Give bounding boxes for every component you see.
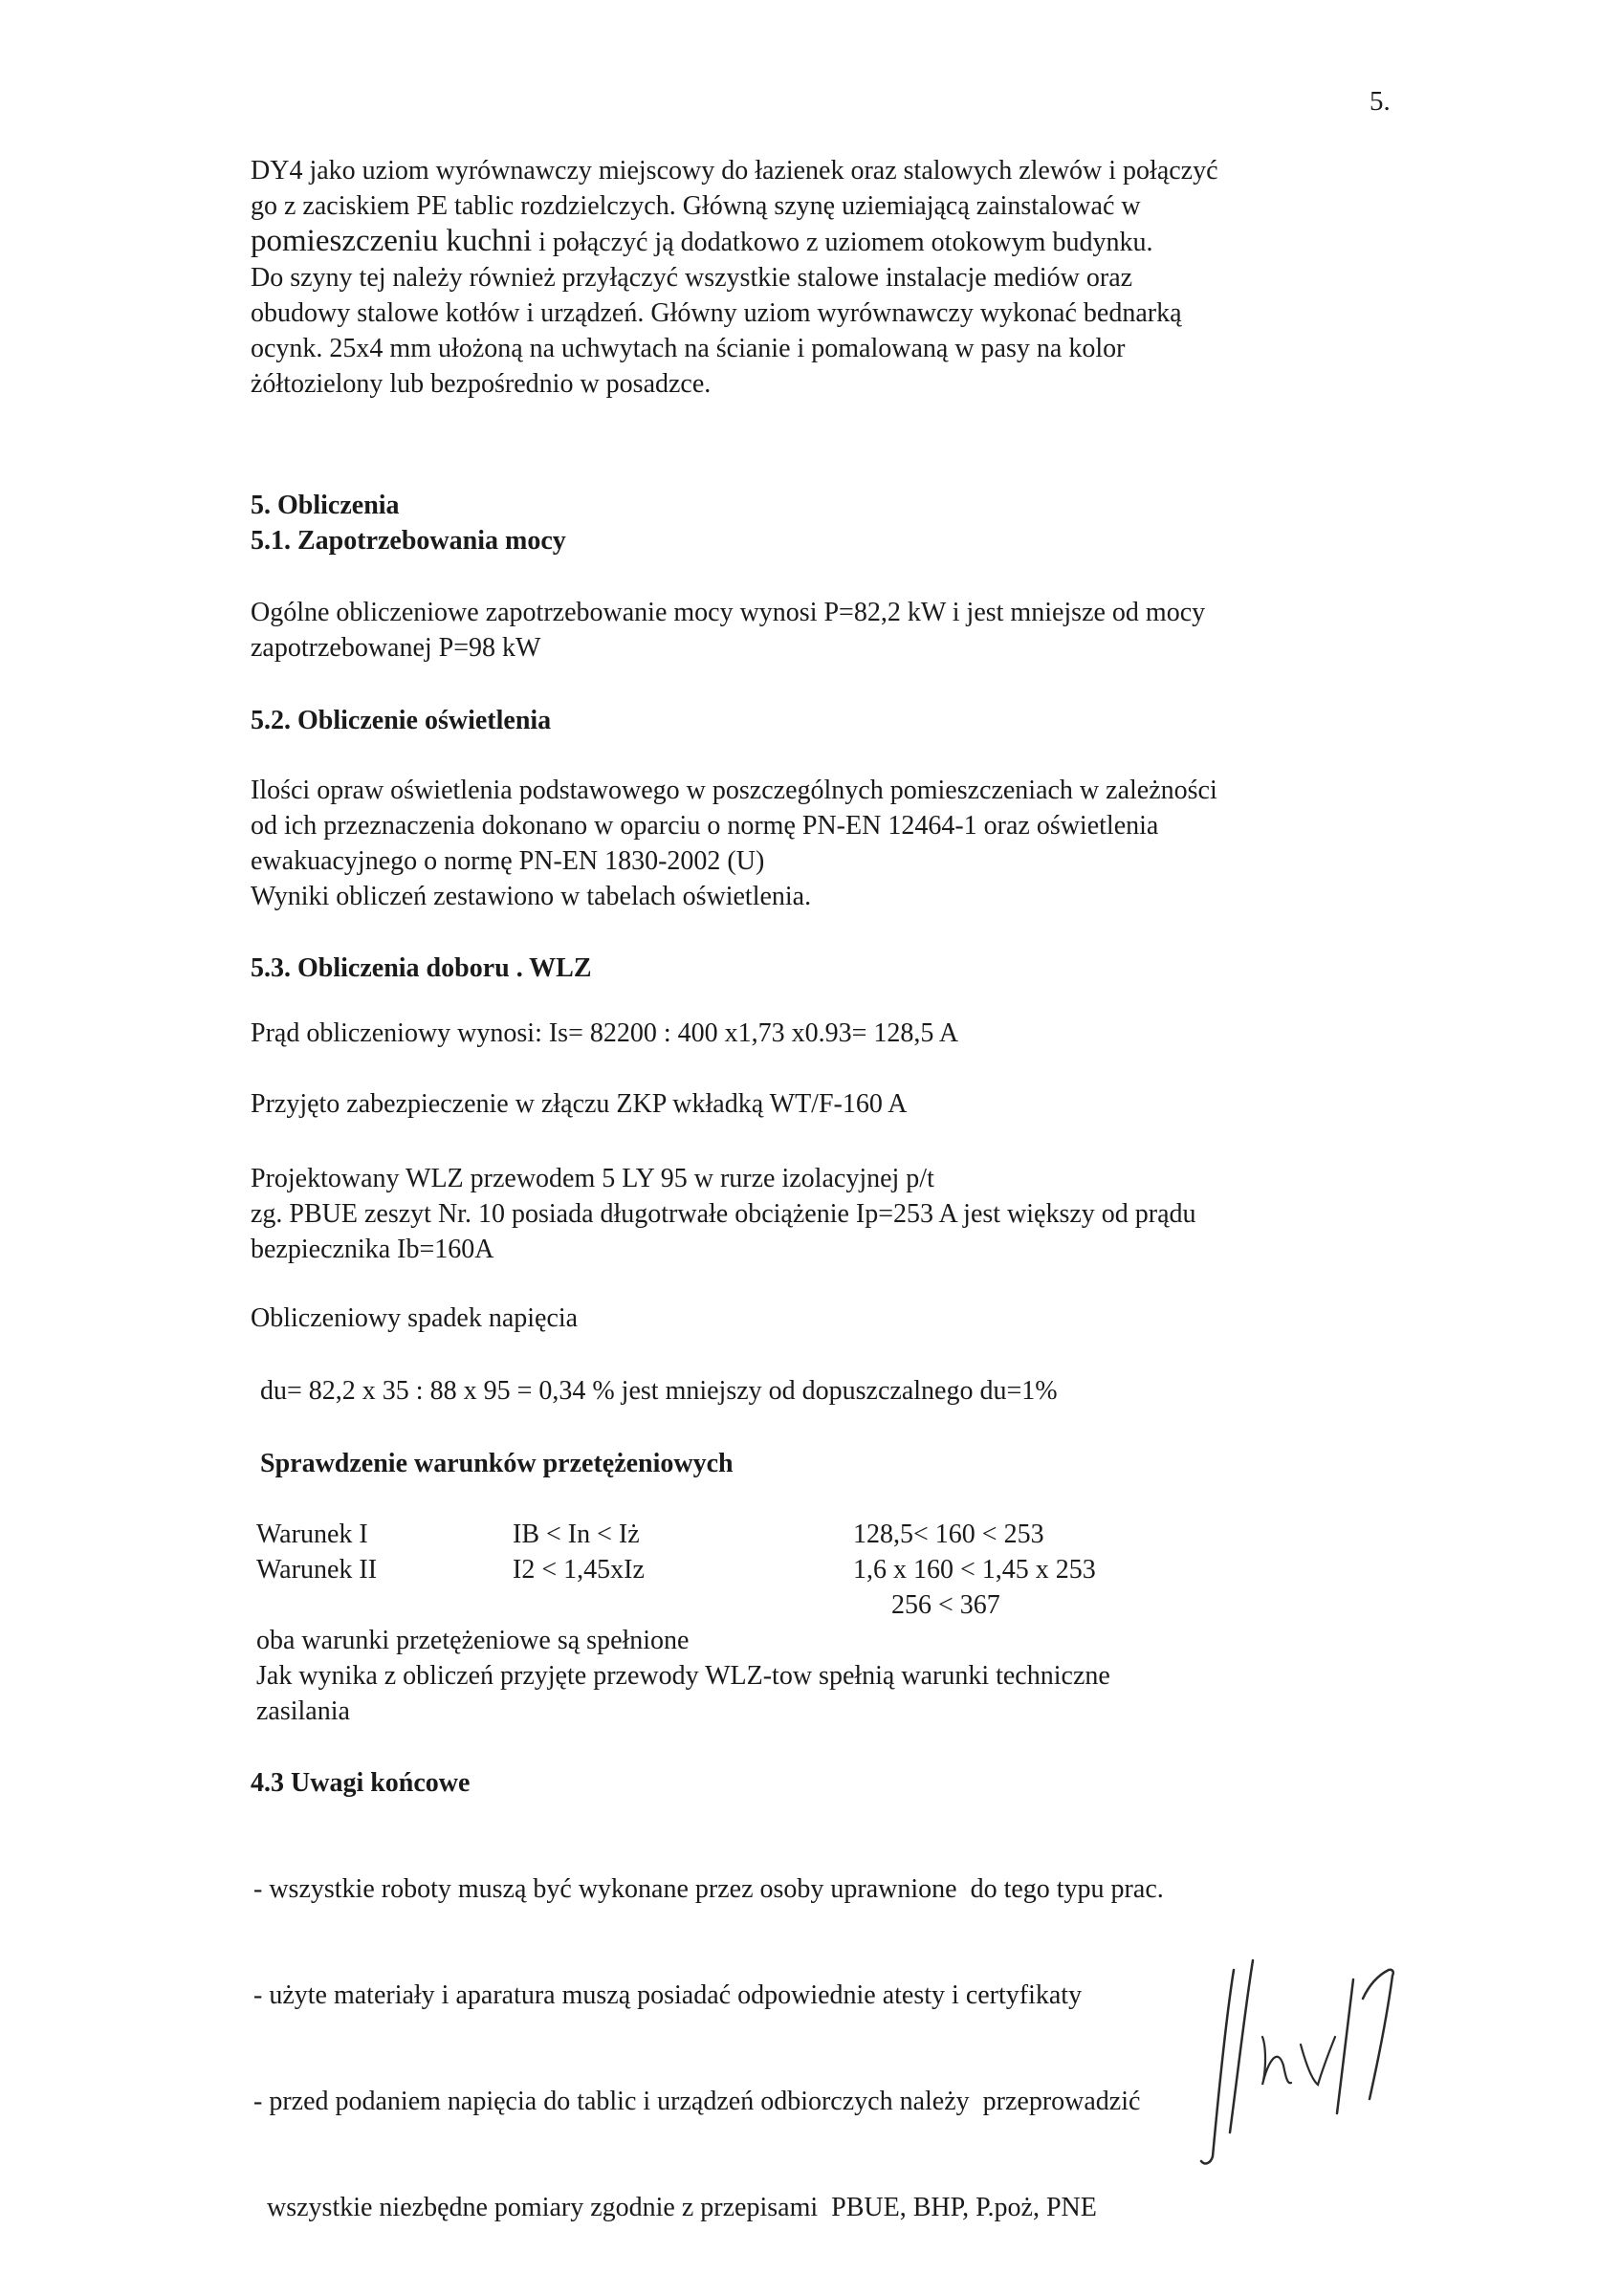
power-paragraph xyxy=(251,595,1398,666)
wlz-line: Projektowany WLZ przewodem 5 LY 95 w rurze izolacyjnej p/t xyxy=(251,1164,934,1193)
condition-name: Warunek I xyxy=(256,1520,368,1549)
condition-row xyxy=(256,1517,1213,1552)
conclusion-line: zasilania xyxy=(256,1696,350,1726)
intro-line-rest: i połączyć ją dodatkowo z uziomem otokowym budynku. xyxy=(532,228,1153,257)
power-line: zapotrzebowanej P=98 kW xyxy=(251,633,541,663)
voltage-drop-formula: du= 82,2 x 35 : 88 x 95 = 0,34 % jest mniejszy od dopuszczalnego du=1% xyxy=(260,1376,1058,1406)
condition-check: 128,5< 160 < 253 xyxy=(853,1520,1044,1549)
lighting-line: Wyniki obliczeń zestawiono w tabelach oświetlenia. xyxy=(251,882,812,911)
lighting-paragraph xyxy=(251,773,1398,914)
lighting-line: Ilości opraw oświetlenia podstawowego w poszczególnych pomieszczeniach w zależności xyxy=(251,776,1217,805)
remark-item: wszystkie niezbędne pomiary zgodnie z przepisami PBUE, BHP, P.poż, PNE xyxy=(247,2193,1097,2222)
intro-line: obudowy stalowe kotłów i urządzeń. Główny uziom wyrównawczy wykonać bednarką xyxy=(251,298,1182,328)
lighting-line: od ich przeznaczenia dokonano w oparciu o normę PN-EN 12464-1 oraz oświetlenia xyxy=(251,811,1159,841)
subsection-heading: 5.2. Obliczenie oświetlenia xyxy=(251,706,552,735)
intro-line: DY4 jako uziom wyrównawczy miejscowy do łazienek oraz stalowych zlewów i połączyć xyxy=(251,156,1218,186)
remark-item: - użyte materiały i aparatura muszą posiadać odpowiednie atesty i certyfikaty xyxy=(247,1980,1083,2010)
overload-heading: Sprawdzenie warunków przetężeniowych xyxy=(260,1449,734,1478)
condition-result: 256 < 367 xyxy=(891,1590,1000,1620)
section-heading: 5. Obliczenia xyxy=(251,491,400,520)
current-line: Prąd obliczeniowy wynosi: Is= 82200 : 400 x1,73 x0.93= 128,5 A xyxy=(251,1018,959,1048)
conclusion-line: oba warunki przetężeniowe są spełnione xyxy=(256,1626,690,1655)
subsection-heading: 5.1. Zapotrzebowania mocy xyxy=(251,526,566,556)
subsection-heading: 5.3. Obliczenia doboru . WLZ xyxy=(251,953,592,983)
intro-line: żółtozielony lub bezpośrednio w posadzce. xyxy=(251,369,712,399)
condition-formula: IB < In < Iż xyxy=(513,1520,640,1549)
power-line: Ogólne obliczeniowe zapotrzebowanie mocy wynosi P=82,2 kW i jest mniejsze od mocy xyxy=(251,598,1206,627)
remark-item: - wszystkie roboty muszą być wykonane przez osoby uprawnione do tego typu prac. xyxy=(247,1874,1164,1904)
condition-name: Warunek II xyxy=(256,1555,378,1585)
wlz-line: zg. PBUE zeszyt Nr. 10 posiada długotrwałe obciążenie Ip=253 A jest większy od prądu xyxy=(251,1199,1196,1229)
condition-check: 1,6 x 160 < 1,45 x 253 xyxy=(853,1555,1096,1585)
wlz-line: bezpiecznika Ib=160A xyxy=(251,1235,494,1264)
condition-formula: I2 < 1,45xIz xyxy=(513,1555,645,1585)
condition-row xyxy=(256,1552,1213,1587)
remarks-heading: 4.3 Uwagi końcowe xyxy=(251,1768,471,1798)
intro-line: Do szyny tej należy również przyłączyć wszystkie stalowe instalacje mediów oraz xyxy=(251,263,1133,293)
voltage-drop-label: Obliczeniowy spadek napięcia xyxy=(251,1303,579,1333)
wlz-paragraph xyxy=(251,1161,1398,1267)
intro-emphasis-text: pomieszczeniu kuchni xyxy=(251,224,533,258)
intro-paragraph xyxy=(251,153,1398,402)
intro-line-emphasis xyxy=(251,224,1398,260)
lighting-line: ewakuacyjnego o normę PN-EN 1830-2002 (U) xyxy=(251,846,765,876)
remark-item: - przed podaniem napięcia do tablic i urządzeń odbiorczych należy przeprowadzić xyxy=(247,2087,1141,2116)
conclusion-line: Jak wynika z obliczeń przyjęte przewody WLZ-tow spełnią warunki techniczne xyxy=(256,1661,1110,1691)
fuse-line: Przyjęto zabezpieczenie w złączu ZKP wkładką WT/F-160 A xyxy=(251,1089,908,1119)
intro-line: go z zaciskiem PE tablic rozdzielczych. Główną szynę uziemiającą zainstalować w xyxy=(251,191,1141,221)
handwritten-signature xyxy=(1167,1941,1406,2171)
intro-line: ocynk. 25x4 mm ułożoną na uchwytach na ścianie i pomalowaną w pasy na kolor xyxy=(251,334,1126,363)
conclusion-paragraph xyxy=(256,1623,1404,1729)
page-number: 5. xyxy=(1370,86,1391,117)
